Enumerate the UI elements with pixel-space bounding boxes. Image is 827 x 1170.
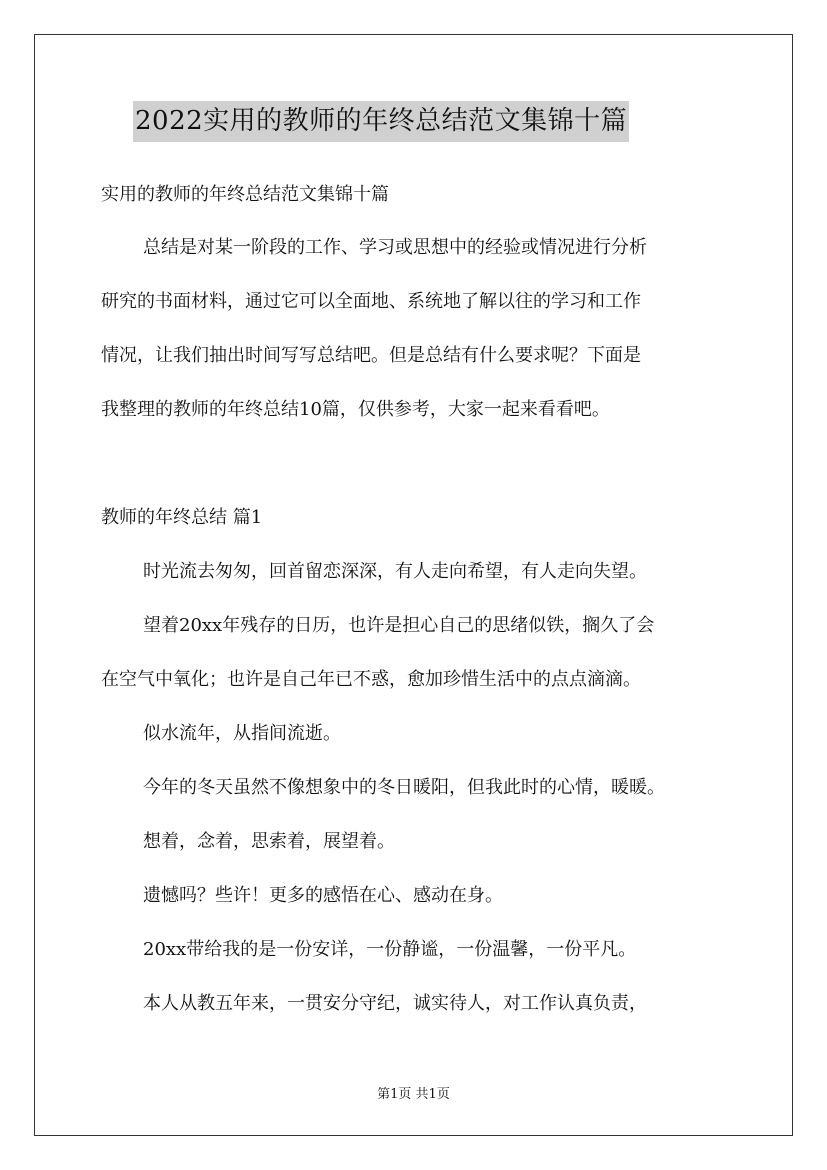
body-line: 想着，念着，思索着，展望着。 — [143, 831, 395, 852]
body-line: 时光流去匆匆，回首留恋深深，有人走向希望，有人走向失望。 — [143, 561, 647, 582]
intro-line: 情况，让我们抽出时间写写总结吧。但是总结有什么要求呢？下面是 — [101, 345, 641, 366]
intro-line: 我整理的教师的年终总结10篇，仅供参考，大家一起来看看吧。 — [101, 399, 610, 420]
section-heading: 教师的年终总结 篇1 — [101, 507, 263, 528]
body-line: 今年的冬天虽然不像想象中的冬日暖阳，但我此时的心情，暖暖。 — [143, 777, 665, 798]
body-line: 20xx带给我的是一份安详，一份静谧，一份温馨，一份平凡。 — [143, 939, 637, 960]
body-line: 望着20xx年残存的日历，也许是担心自己的思绪似铁，搁久了会 — [143, 615, 655, 636]
page-number-footer: 第1页 共1页 — [377, 1087, 450, 1102]
document-subtitle: 实用的教师的年终总结范文集锦十篇 — [101, 184, 389, 205]
document-title: 2022实用的教师的年终总结范文集锦十篇 — [133, 101, 629, 142]
body-line: 遗憾吗？些许！更多的感悟在心、感动在身。 — [143, 885, 503, 906]
body-line: 似水流年，从指间流逝。 — [143, 723, 341, 744]
body-line: 本人从教五年来，一贯安分守纪，诚实待人，对工作认真负责， — [143, 993, 647, 1014]
body-line: 在空气中氧化；也许是自己年已不惑，愈加珍惜生活中的点点滴滴。 — [101, 669, 641, 690]
intro-line: 研究的书面材料，通过它可以全面地、系统地了解以往的学习和工作 — [101, 291, 641, 312]
intro-line: 总结是对某一阶段的工作、学习或思想中的经验或情况进行分析 — [143, 237, 647, 258]
